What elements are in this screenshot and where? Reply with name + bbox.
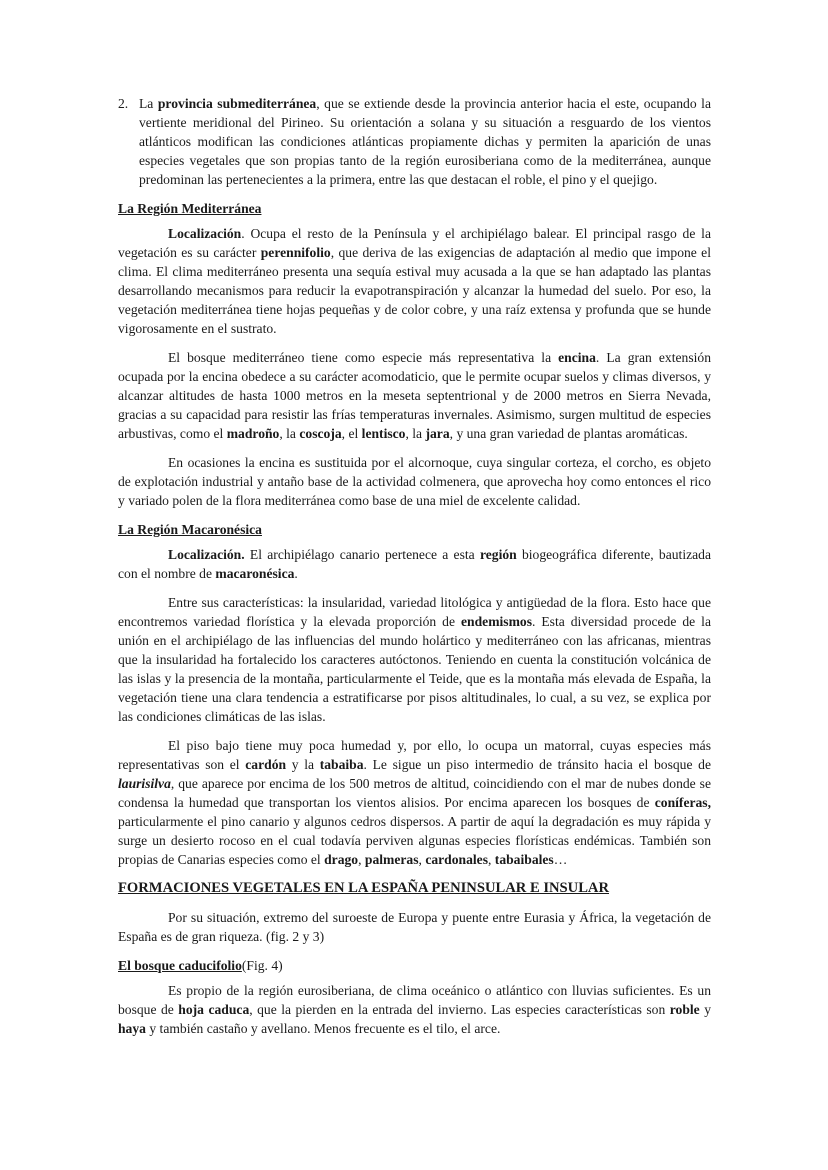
bold-term: endemismos bbox=[461, 614, 532, 629]
bold-term: región bbox=[479, 547, 517, 562]
paragraph bbox=[139, 94, 711, 189]
paragraph bbox=[118, 545, 711, 583]
bold-term: provincia submediterránea bbox=[157, 96, 317, 111]
figure-reference: (Fig. 4) bbox=[241, 958, 283, 973]
bold-term: macaronésica bbox=[215, 566, 295, 581]
text: , que deriva de las exigencias de adaptación al medio que impone el clima. El clima mediterráneo presenta una sequía estival muy acusada a la que se han adaptado las plantas desarrollando mecanismos para reducir la evapotranspiración y alcanzar la humedad del suelo. Por eso, la vegetación mediterránea tiene hojas pequeñas y de color cobre, y una raíz extensa y profunda que se hunde vigorosamente en el sustrato. bbox=[118, 245, 711, 336]
bold-term: Localización bbox=[168, 226, 242, 241]
bold-term: coníferas, bbox=[654, 795, 711, 810]
bold-term: tabaibales bbox=[494, 852, 554, 867]
bold-term: hoja caduca bbox=[178, 1002, 250, 1017]
text: particularmente el pino canario y algunos cedros dispersos. A partir de aquí la degradación es muy rápida y surge un desierto rocoso en el cual todavía perviven algunas especies florísticas endémicas. También son propias de Canarias especies como el bbox=[118, 814, 711, 867]
text: , bbox=[358, 852, 365, 867]
paragraph bbox=[118, 348, 711, 443]
bold-term: perennifolio bbox=[260, 245, 331, 260]
text: y la bbox=[286, 757, 320, 772]
bold-term: lentisco bbox=[361, 426, 406, 441]
bold-term: madroño bbox=[226, 426, 280, 441]
text: biogeográfica diferente, bautizada con el nombre de bbox=[118, 547, 711, 581]
bold-term: roble bbox=[669, 1002, 700, 1017]
text: . Le sigue un piso intermedio de tránsito hacia el bosque de bbox=[363, 757, 712, 772]
text: , la bbox=[405, 426, 426, 441]
text: La bbox=[139, 96, 158, 111]
text: , que se extiende desde la provincia anterior hacia el este, ocupando la vertiente meridional del Pirineo. Su orientación a solana y su situación a resguardo de los vientos atlánticos modifican las condiciones atlánticas propiamente dichas y permiten la aparición de unas especies vegetales que son propias tanto de la región eurosiberiana como de la mediterránea, aunque predominan las pertenecientes a la primera, entre las que destacan el roble, el pino y el quejigo. bbox=[139, 96, 711, 187]
text: , bbox=[418, 852, 426, 867]
bold-term: haya bbox=[118, 1021, 146, 1036]
text: , y una gran variedad de plantas aromáticas. bbox=[449, 426, 688, 441]
bold-term: tabaiba bbox=[319, 757, 364, 772]
bold-term: palmeras bbox=[364, 852, 419, 867]
text: , que aparece por encima de los 500 metros de altitud, coincidiendo con el mar de nubes donde se condensa la humedad que transportan los vientos alisios. Por encima aparecen los bosques de bbox=[118, 776, 711, 810]
text: Es propio de la región eurosiberiana, de clima oceánico o atlántico con lluvias suficientes. Es un bosque de bbox=[118, 983, 711, 1017]
paragraph bbox=[118, 981, 711, 1038]
text: , bbox=[488, 852, 495, 867]
paragraph bbox=[118, 736, 711, 869]
list-number: 2. bbox=[118, 96, 129, 111]
bold-term: coscoja bbox=[299, 426, 342, 441]
bold-term: cardonales bbox=[425, 852, 488, 867]
text: , que la pierden en la entrada del invierno. Las especies características son bbox=[249, 1002, 670, 1017]
bold-italic-term: laurisilva bbox=[118, 776, 171, 791]
bold-term: encina bbox=[558, 350, 596, 365]
bold-term: drago bbox=[324, 852, 359, 867]
paragraph: En ocasiones la encina es sustituida por el alcornoque, cuya singular corteza, el corcho, es objeto de explotación industrial y antaño base de la actividad colmenera, que aprovecha hoy como entonces el rico y variado polen de la flora mediterránea como base de una miel de excelente calidad. bbox=[118, 455, 711, 508]
heading-macaronesian-region: La Región Macaronésica bbox=[118, 522, 262, 537]
paragraph bbox=[118, 593, 711, 726]
text: El piso bajo tiene muy poca humedad y, por ello, lo ocupa un matorral, cuyas especies más representativas son el bbox=[118, 738, 711, 772]
heading-text: El bosque caducifolio bbox=[118, 958, 242, 973]
text: … bbox=[553, 852, 568, 867]
bold-term: jara bbox=[425, 426, 450, 441]
text: Entre sus características: la insularidad, variedad litológica y antigüedad de la flora. Esto hace que encontremos variedad florística y la elevada proporción de bbox=[118, 595, 711, 629]
text: , la bbox=[279, 426, 300, 441]
text: . Esta diversidad procede de la unión en el archipiélago de las influencias del mundo holártico y mediterráneo con las africanas, mientras que la insularidad ha fortalecido los caracteres autóctonos. Teniendo en cuenta la constitución volcánica de las islas y la presencia de la montaña, particularmente el Teide, que es la montaña más elevada de España, la vegetación tiene una clara tendencia a estratificarse por pisos altitudinales, lo cual, a su vez, se explica por las condiciones climáticas de las islas. bbox=[118, 614, 711, 724]
text: . La gran extensión ocupada por la encina obedece a su carácter acomodaticio, que le permite ocupar suelos y climas diversos, y alcanzar altitudes de hasta 1000 metros en la meseta septentrional y de 2000 metros en Sierra Nevada, gracias a su capacidad para resistir las frías temperaturas invernales. Asimismo, surgen multitud de especies arbustivas, como el bbox=[118, 350, 711, 441]
text: y bbox=[699, 1002, 712, 1017]
heading-deciduous-forest bbox=[118, 956, 711, 975]
text: El bosque mediterráneo tiene como especie más representativa la bbox=[168, 350, 559, 365]
text: y también castaño y avellano. Menos frecuente es el tilo, el arce. bbox=[145, 1021, 501, 1036]
bold-term: Localización. bbox=[168, 547, 245, 562]
bold-term: cardón bbox=[245, 757, 287, 772]
text: . bbox=[294, 566, 298, 581]
text: El archipiélago canario pertenece a esta bbox=[244, 547, 480, 562]
text: . Ocupa el resto de la Península y el archipiélago balear. El principal rasgo de la vegetación es su carácter bbox=[118, 226, 711, 260]
paragraph: Por su situación, extremo del suroeste de Europa y puente entre Eurasia y África, la vegetación de España es de gran riqueza. (fig. 2 y 3) bbox=[118, 910, 711, 944]
paragraph bbox=[118, 224, 711, 338]
list-item-2 bbox=[118, 94, 711, 189]
document-page bbox=[118, 94, 711, 1048]
section-heading-vegetation-formations: FORMACIONES VEGETALES EN LA ESPAÑA PENINSULAR E INSULAR bbox=[118, 880, 610, 896]
text: , el bbox=[341, 426, 362, 441]
heading-mediterranean-region: La Región Mediterránea bbox=[118, 201, 262, 216]
